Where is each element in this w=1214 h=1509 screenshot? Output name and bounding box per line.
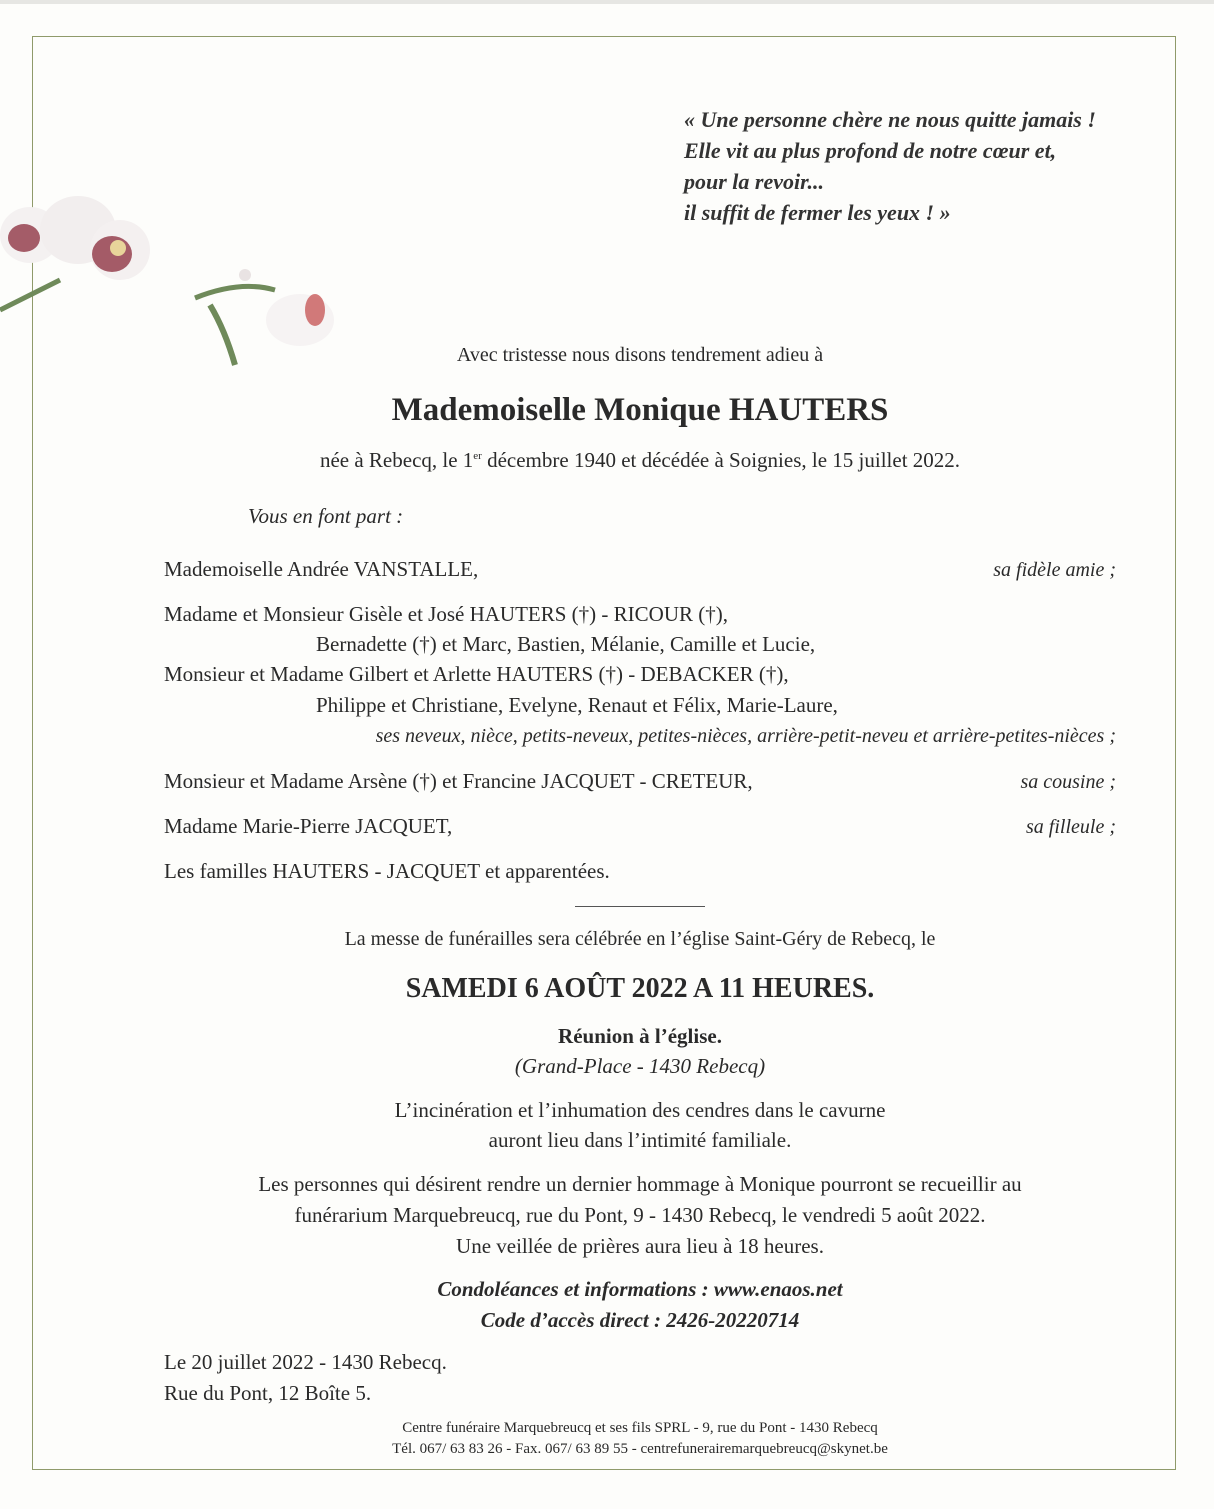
home-address: Rue du Pont, 12 Boîte 5. [164,1381,372,1405]
family-role: sa cousine ; [1020,771,1116,793]
footer-line: Tél. 067/ 63 83 26 - Fax. 067/ 63 89 55 - centrefunerairemarquebreucq@skynet.be [392,1441,888,1457]
family-role: sa fidèle amie ; [993,559,1116,581]
family-member: Madame Marie-Pierre JACQUET, [164,814,453,838]
announce-heading: Vous en font part : [248,504,404,528]
mass-intro: La messe de funérailles sera célébrée en l’église Saint-Géry de Rebecq, le [344,928,936,950]
quote-line: il suffit de fermer les yeux ! » [684,200,951,225]
meeting-place: Réunion à l’église. [558,1024,722,1048]
place-date: Le 20 juillet 2022 - 1430 Rebecq. [164,1350,447,1374]
family-member: Les familles HAUTERS - JACQUET et apparentées. [164,859,610,883]
intro-text: Avec tristesse nous disons tendrement adieu à [456,344,824,366]
meeting-address: (Grand-Place - 1430 Rebecq) [514,1054,766,1078]
homage-line: Les personnes qui désirent rendre un dernier hommage à Monique pourront se recueillir au [258,1172,1022,1196]
family-role: sa filleule ; [1026,816,1116,838]
access-code-line: Code d’accès direct : 2426-20220714 [480,1308,800,1332]
quote-line: pour la revoir... [684,169,824,194]
epitaph-quote [684,104,1154,228]
birth-death-line: née à Rebecq, le 1er décembre 1940 et décédée à Soignies, le 15 juillet 2022. [319,448,961,472]
separator [575,906,705,907]
cremation-line: auront lieu dans l’intimité familiale. [488,1128,792,1152]
footer-line: Centre funéraire Marquebreucq et ses fils SPRL - 9, rue du Pont - 1430 Rebecq [402,1420,878,1436]
condolences-line: Condoléances et informations : www.enaos.net [437,1277,843,1301]
top-edge [0,0,1214,4]
deceased-name: Mademoiselle Monique HAUTERS [391,392,889,428]
family-member: Mademoiselle Andrée VANSTALLE, [164,557,479,581]
family-member: Madame et Monsieur Gisèle et José HAUTERS (†) - RICOUR (†), [164,602,728,626]
quote-line: « Une personne chère ne nous quitte jamais ! [684,107,1096,132]
homage-line: funérarium Marquebreucq, rue du Pont, 9 - 1430 Rebecq, le vendredi 5 août 2022. [294,1203,986,1227]
family-member: Philippe et Christiane, Evelyne, Renaut et Félix, Marie-Laure, [316,693,838,717]
family-member: Bernadette (†) et Marc, Bastien, Mélanie, Camille et Lucie, [316,632,816,656]
family-member: Monsieur et Madame Arsène (†) et Francine JACQUET - CRETEUR, [164,769,753,793]
mass-date: SAMEDI 6 AOÛT 2022 A 11 HEURES. [405,973,875,1004]
family-member: Monsieur et Madame Gilbert et Arlette HAUTERS (†) - DEBACKER (†), [164,662,789,686]
family-role: ses neveux, nièce, petits-neveux, petites-nièces, arrière-petit-neveu et arrière-petites-nièces ; [375,725,1116,747]
quote-line: Elle vit au plus profond de notre cœur et, [684,138,1057,163]
homage-line: Une veillée de prières aura lieu à 18 heures. [456,1234,824,1258]
cremation-line: L’incinération et l’inhumation des cendres dans le cavurne [394,1098,886,1122]
